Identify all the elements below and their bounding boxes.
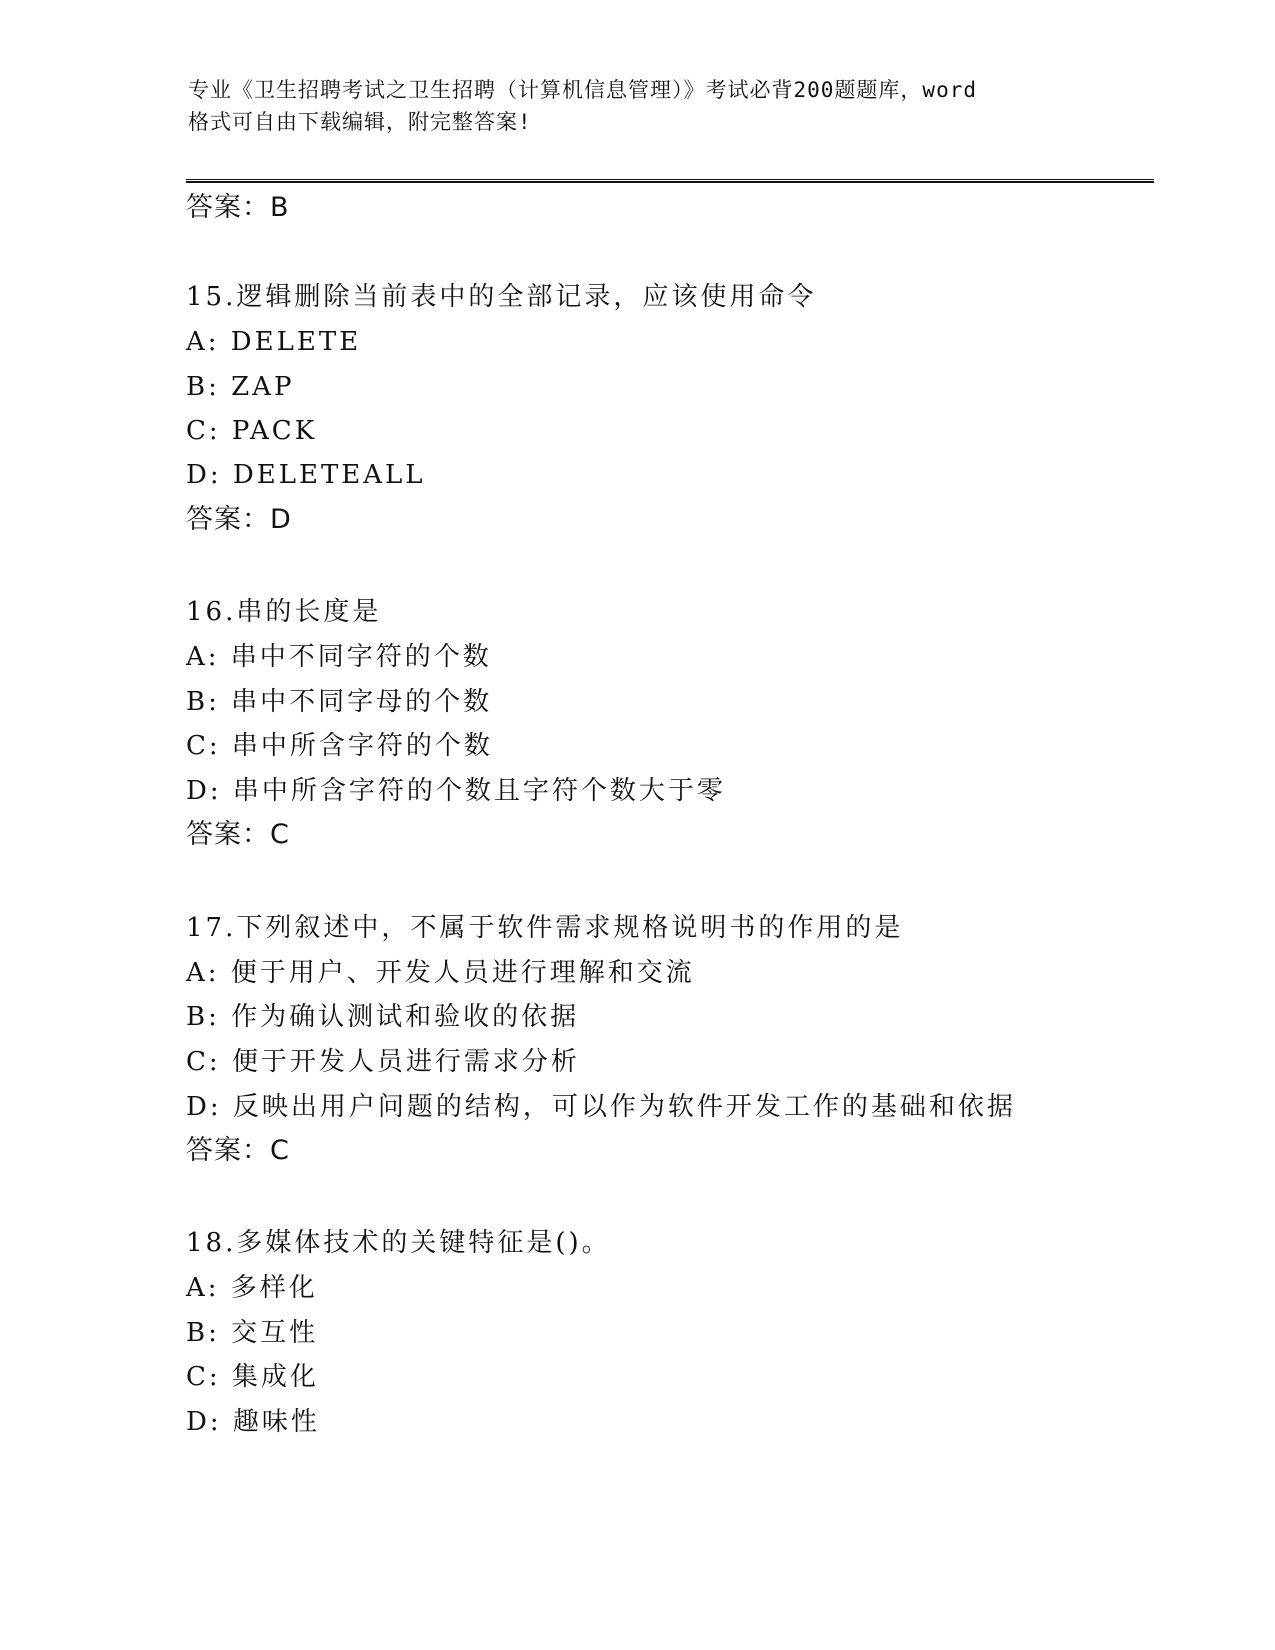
option-b: B: 串中不同字母的个数 [186,687,493,717]
header-line-1: 专业《卫生招聘考试之卫生招聘（计算机信息管理）》考试必背200题题库，word [188,78,977,102]
option-a: A: 多样化 [186,1273,318,1303]
option-a: A: DELETE [186,327,362,357]
header-divider [186,179,1154,183]
option-a: A: 便于用户、开发人员进行理解和交流 [186,958,695,988]
option-c: C: 串中所含字符的个数 [186,731,493,761]
question-stem: 17.下列叙述中，不属于软件需求规格说明书的作用的是 [186,913,904,943]
question-stem: 15.逻辑删除当前表中的全部记录，应该使用命令 [186,282,817,312]
option-c: C: PACK [186,416,318,446]
question-stem: 18.多媒体技术的关键特征是()。 [186,1228,611,1258]
previous-answer: 答案：B [186,192,290,223]
option-d: D: 趣味性 [186,1407,320,1437]
question-stem: 16.串的长度是 [186,597,382,627]
option-c: C: 集成化 [186,1362,319,1392]
option-a: A: 串中不同字符的个数 [186,642,492,672]
option-b: B: 作为确认测试和验收的依据 [186,1002,580,1032]
option-d: D: 串中所含字符的个数且字符个数大于零 [186,776,726,806]
option-c: C: 便于开发人员进行需求分析 [186,1047,580,1077]
option-d: D: DELETEALL [186,460,426,490]
option-b: B: ZAP [186,372,295,402]
answer: 答案：C [186,819,290,850]
header-line-2: 格式可自由下载编辑，附完整答案! [188,110,532,134]
option-d: D: 反映出用户问题的结构，可以作为软件开发工作的基础和依据 [186,1092,1016,1122]
answer: 答案：C [186,1135,290,1166]
answer: 答案：D [186,504,292,535]
option-b: B: 交互性 [186,1318,319,1348]
document-header [188,74,1088,138]
